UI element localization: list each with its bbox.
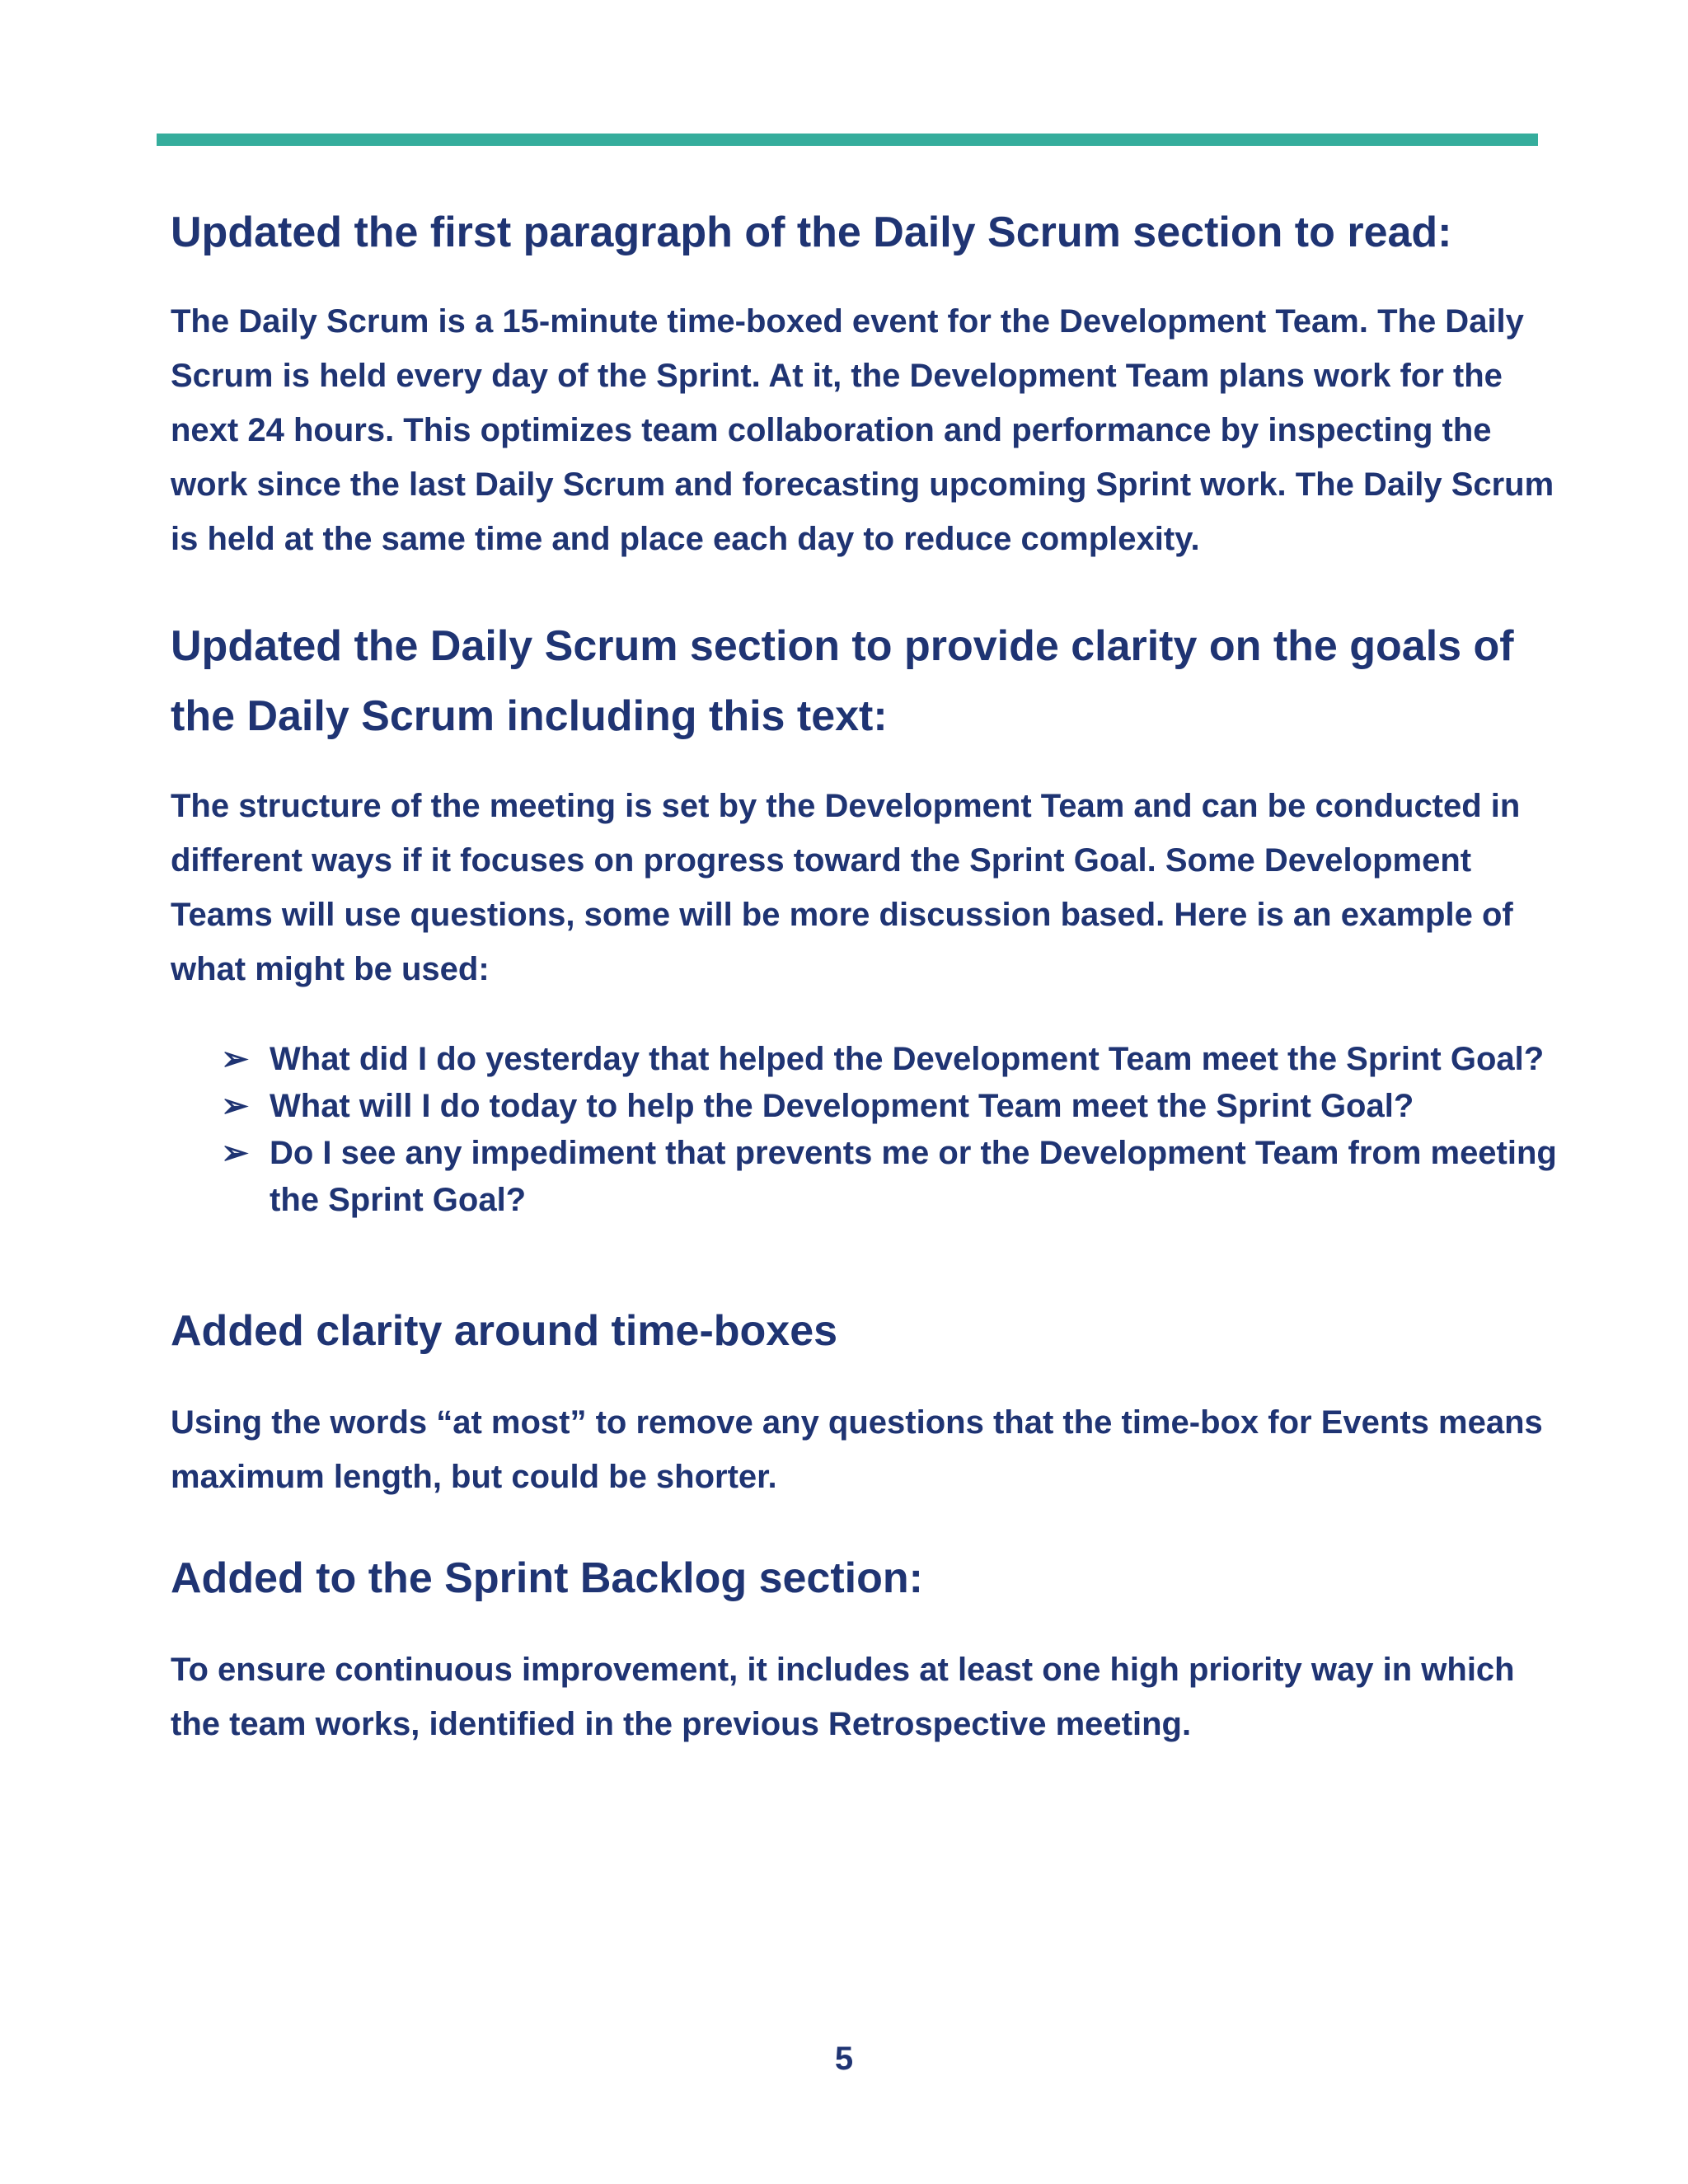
header-accent-rule [157, 134, 1538, 146]
page-content [171, 198, 1572, 1751]
section-heading-daily-scrum-first-paragraph: Updated the first paragraph of the Daily Scrum section to read: [171, 209, 1452, 256]
list-item-text: What will I do today to help the Development Team meet the Sprint Goal? [270, 1088, 1414, 1124]
section-paragraph-sprint-backlog: To ensure continuous improvement, it includes at least one high priority way in which the team works, identified in the previous Retrospective meeting. [171, 1652, 1515, 1742]
section-heading-daily-scrum-goals: Updated the Daily Scrum section to provide clarity on the goals of the Daily Scrum including this text: [171, 622, 1514, 740]
section-paragraph-time-boxes: Using the words “at most” to remove any questions that the time-box for Events means maximum length, but could be shorter. [171, 1404, 1543, 1495]
list-item-text: Do I see any impediment that prevents me or the Development Team from meeting the Sprint Goal? [270, 1135, 1557, 1218]
list-item [221, 1130, 1572, 1224]
section-heading-sprint-backlog: Added to the Sprint Backlog section: [171, 1554, 923, 1602]
section-paragraph-daily-scrum-goals: The structure of the meeting is set by the Development Team and can be conducted in different ways if it focuses on progress toward the Sprint Goal. Some Development Teams will use questions, some will be more discussion based. Here is an example of what might be used: [171, 788, 1521, 987]
list-item [221, 1083, 1572, 1130]
list-item-text: What did I do yesterday that helped the Development Team meet the Sprint Goal? [270, 1041, 1545, 1077]
list-item [221, 1036, 1572, 1083]
section-heading-time-boxes: Added clarity around time-boxes [171, 1307, 838, 1355]
arrow-bullet-icon: ➢ [221, 1088, 249, 1124]
arrow-bullet-icon: ➢ [221, 1135, 249, 1171]
arrow-bullet-icon: ➢ [221, 1041, 249, 1077]
daily-scrum-questions-list [171, 1036, 1572, 1224]
section-paragraph-daily-scrum-first-paragraph: The Daily Scrum is a 15-minute time-boxed event for the Development Team. The Daily Scrum is held every day of the Sprint. At it, the Development Team plans work for the next 24 hours. This optimizes team collaboration and performance by inspecting the work since the last Daily Scrum and forecasting upcoming Sprint work. The Daily Scrum is held at the same time and place each day to reduce complexity. [171, 303, 1554, 557]
page-number: 5 [834, 2041, 854, 2077]
